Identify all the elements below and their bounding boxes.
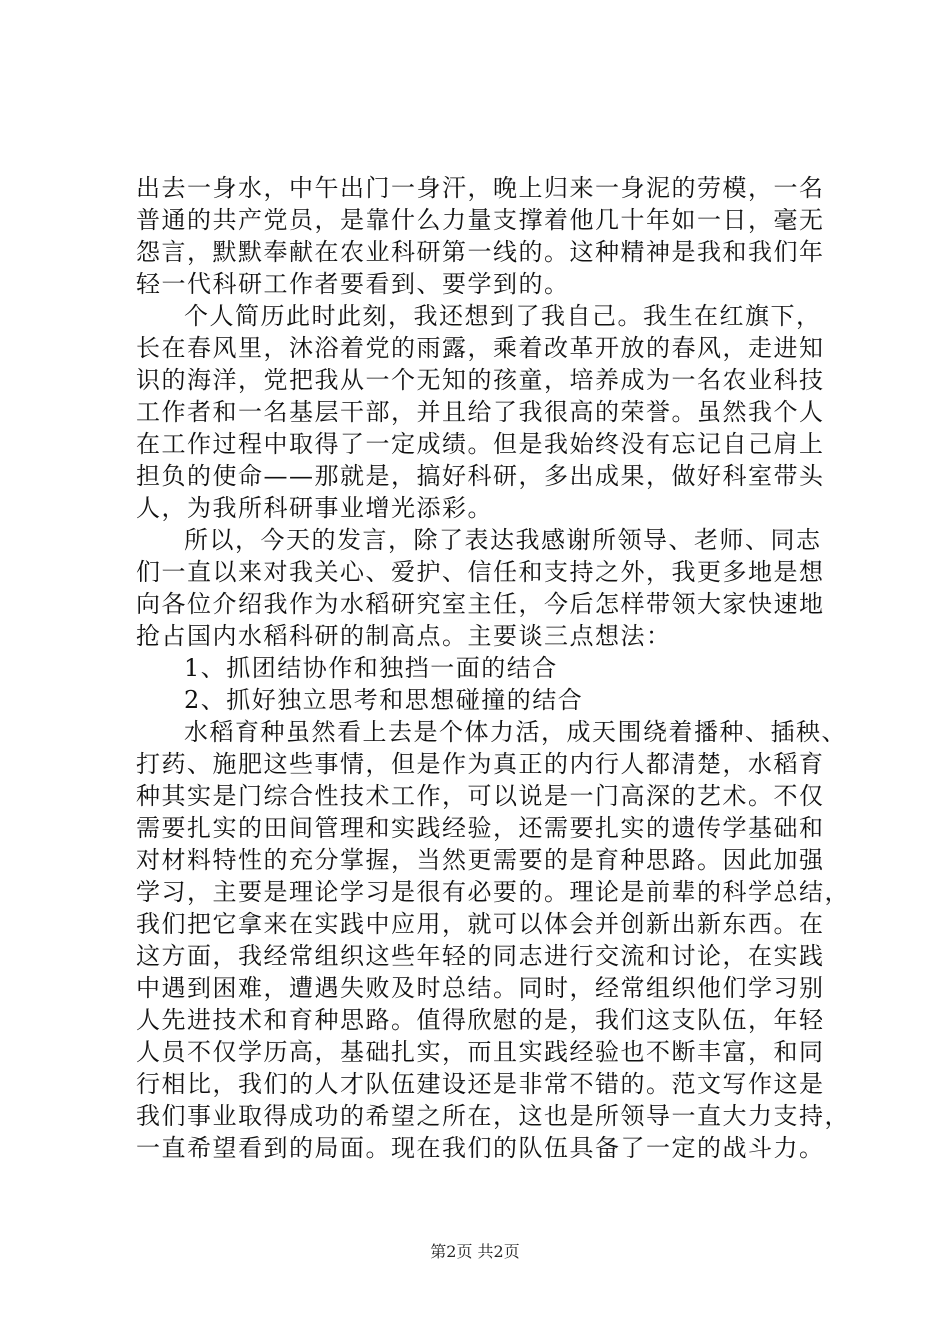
text-line: 们一直以来对我关心、爱护、信任和支持之外，我更多地是想 xyxy=(136,558,825,586)
text-line: 工作者和一名基层干部，并且给了我很高的荣誉。虽然我个人 xyxy=(136,398,825,426)
list-item-2: 2、抓好独立思考和思想碰撞的结合 xyxy=(184,686,584,714)
text-line: 人员不仅学历高，基础扎实，而且实践经验也不断丰富，和同 xyxy=(136,1038,825,1066)
list-item-1: 1、抓团结协作和独挡一面的结合 xyxy=(184,654,558,682)
text-line: 轻一代科研工作者要看到、要学到的。 xyxy=(136,270,570,298)
text-line: 在工作过程中取得了一定成绩。但是我始终没有忘记自己肩上 xyxy=(136,430,825,458)
page-number-footer: 第2页 共2页 xyxy=(430,1242,520,1261)
text-line: 这方面，我经常组织这些年轻的同志进行交流和讨论，在实践 xyxy=(136,942,825,970)
paragraph-start-line: 个人简历此时此刻，我还想到了我自己。我生在红旗下， xyxy=(184,302,822,330)
text-line: 一直希望看到的局面。现在我们的队伍具备了一定的战斗力。 xyxy=(136,1134,825,1162)
text-line: 识的海洋，党把我从一个无知的孩童，培养成为一名农业科技 xyxy=(136,366,825,394)
document-body xyxy=(136,172,850,1164)
text-line: 出去一身水，中午出门一身汗，晚上归来一身泥的劳模，一名 xyxy=(136,174,825,202)
text-line: 怨言，默默奉献在农业科研第一线的。这种精神是我和我们年 xyxy=(136,238,825,266)
text-line: 对材料特性的充分掌握，当然更需要的是育种思路。因此加强 xyxy=(136,846,825,874)
text-line: 普通的共产党员，是靠什么力量支撑着他几十年如一日，毫无 xyxy=(136,206,825,234)
text-line: 行相比，我们的人才队伍建设还是非常不错的。范文写作这是 xyxy=(136,1070,825,1098)
text-line: 长在春风里，沐浴着党的雨露，乘着改革开放的春风，走进知 xyxy=(136,334,825,362)
text-line: 我们把它拿来在实践中应用，就可以体会并创新出新东西。在 xyxy=(136,910,825,938)
text-line: 向各位介绍我作为水稻研究室主任，今后怎样带领大家快速地 xyxy=(136,590,825,618)
text-line: 人，为我所科研事业增光添彩。 xyxy=(136,494,493,522)
text-line: 学习，主要是理论学习是很有必要的。理论是前辈的科学总结， xyxy=(136,878,850,906)
text-line: 中遇到困难，遭遇失败及时总结。同时，经常组织他们学习别 xyxy=(136,974,825,1002)
text-line: 种其实是门综合性技术工作，可以说是一门高深的艺术。不仅 xyxy=(136,782,825,810)
paragraph-start-line: 水稻育种虽然看上去是个体力活，成天围绕着播种、插秧、 xyxy=(184,718,847,746)
text-line: 我们事业取得成功的希望之所在，这也是所领导一直大力支持， xyxy=(136,1102,850,1130)
text-line: 人先进技术和育种思路。值得欣慰的是，我们这支队伍，年轻 xyxy=(136,1006,825,1034)
text-line: 需要扎实的田间管理和实践经验，还需要扎实的遗传学基础和 xyxy=(136,814,825,842)
text-line: 打药、施肥这些事情，但是作为真正的内行人都清楚，水稻育 xyxy=(136,750,825,778)
text-line: 抢占国内水稻科研的制高点。主要谈三点想法： xyxy=(136,622,672,650)
text-line: 担负的使命——那就是，搞好科研，多出成果，做好科室带头 xyxy=(136,462,825,490)
paragraph-start-line: 所以，今天的发言，除了表达我感谢所领导、老师、同志 xyxy=(184,526,822,554)
